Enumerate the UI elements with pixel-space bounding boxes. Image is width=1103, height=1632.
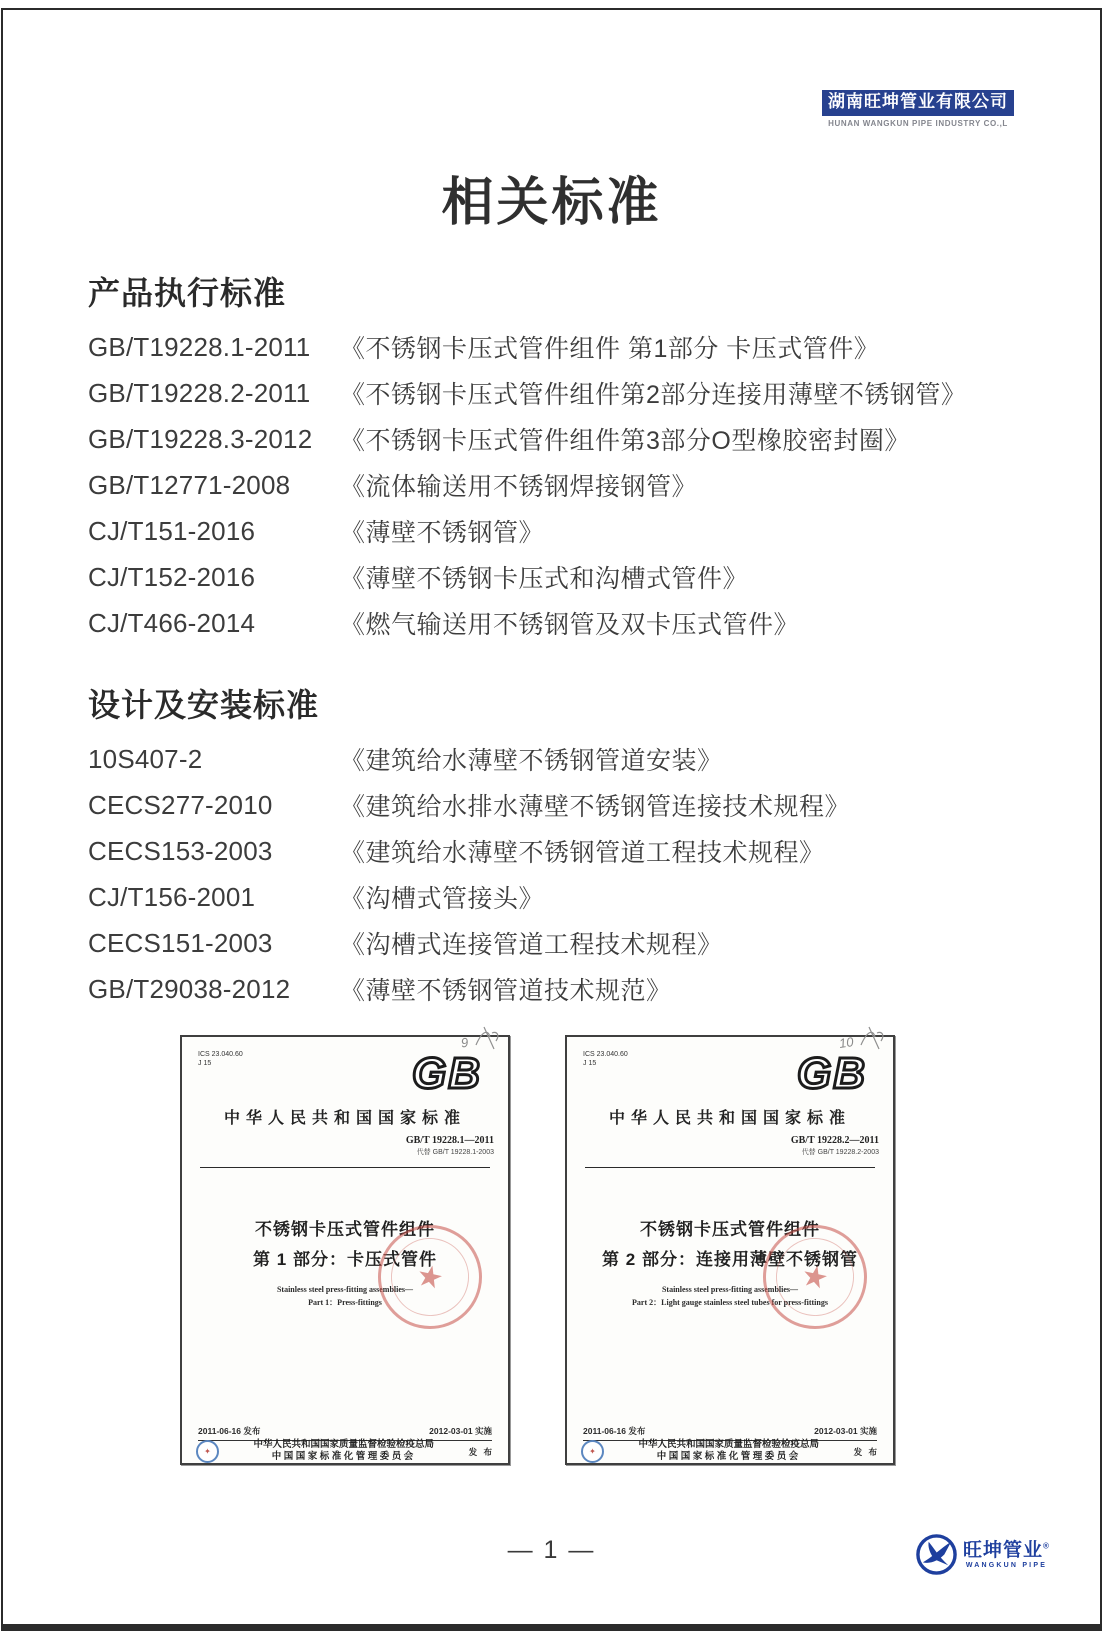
stamp-star-icon: ★ <box>798 1258 832 1296</box>
standard-code: GB/T19228.2-2011 <box>88 377 311 408</box>
cover-english-line2: Part 2：Light gauge stainless steel tubes for press-fittings <box>632 1298 828 1307</box>
cover-title-line2: 第 2 部分：连接用薄壁不锈钢管 <box>602 1250 858 1269</box>
national-standard-heading: 中华人民共和国国家标准 <box>608 1110 851 1127</box>
issuer-line1: 中华人民共和国国家质量监督检验检疫总局 <box>253 1440 435 1450</box>
standard-row <box>88 600 1028 646</box>
doc-class-code: J 15 <box>198 1060 212 1068</box>
standard-title: 《不锈钢卡压式管件组件第2部分连接用薄壁不锈钢管》 <box>340 381 967 409</box>
issuer-emblem-icon: ✦ <box>196 1440 219 1463</box>
standard-row <box>88 324 1028 370</box>
standard-code: CECS153-2003 <box>88 835 273 866</box>
publish-label: 发 布 <box>468 1446 494 1457</box>
standard-title: 《不锈钢卡压式管件组件 第1部分 卡压式管件》 <box>340 335 880 363</box>
standard-number-block <box>406 1135 494 1157</box>
standard-code: GB/T19228.3-2012 <box>88 423 313 454</box>
standard-row <box>88 370 1028 416</box>
stamp-star-icon: ★ <box>413 1258 447 1296</box>
doc-class-code: J 15 <box>583 1060 597 1068</box>
standards-list-area <box>88 268 1028 1012</box>
cover-english-line1: Stainless steel press-fitting assemblies— <box>661 1285 799 1294</box>
standard-title: 《建筑给水薄壁不锈钢管道安装》 <box>340 747 723 775</box>
section-heading-design-standards: 设计及安装标准 <box>88 687 320 723</box>
standard-number: GB/T 19228.1—2011 <box>405 1135 494 1146</box>
standard-code: CJ/T156-2001 <box>88 881 256 912</box>
standard-title: 《建筑给水排水薄壁不锈钢管连接技术规程》 <box>340 793 851 821</box>
standard-code: CECS277-2010 <box>88 789 273 820</box>
standard-title: 《薄壁不锈钢管道技术规范》 <box>340 977 672 1005</box>
page-title: 相关标准 <box>441 174 662 232</box>
red-stamp-inner-ring <box>769 1231 862 1324</box>
section-heading-product-standards: 产品执行标准 <box>88 275 287 311</box>
standard-code: CJ/T152-2016 <box>88 561 256 592</box>
wangkun-logo-chinese <box>963 1541 1050 1560</box>
cover-dates-row <box>583 1425 877 1441</box>
standard-number-block <box>791 1135 879 1157</box>
issuer-line2: 中国国家标准化管理委员会 <box>656 1451 801 1462</box>
standard-number: GB/T 19228.2—2011 <box>790 1135 879 1146</box>
cover-english-line1: Stainless steel press-fitting assemblies— <box>276 1285 414 1294</box>
company-name-banner: 湖南旺坤管业有限公司 <box>822 90 1014 116</box>
ics-code-block <box>198 1050 243 1069</box>
handwritten-number: 10 <box>837 1034 854 1051</box>
product-standards-rows <box>88 324 1028 646</box>
standard-row <box>88 920 1028 966</box>
wangkun-logo-english: WANGKUN PIPE <box>965 1561 1048 1569</box>
standard-cover-part1 <box>180 1035 510 1465</box>
standard-code: 10S407-2 <box>88 743 203 774</box>
standard-row <box>88 462 1028 508</box>
standard-row <box>88 508 1028 554</box>
company-header <box>822 90 1014 128</box>
standard-row <box>88 736 1028 782</box>
issue-date: 2011-06-16 发布 <box>583 1426 646 1436</box>
publish-label: 发 布 <box>853 1446 879 1457</box>
cover-divider-line <box>585 1167 875 1168</box>
cover-title-line1: 不锈钢卡压式管件组件 <box>640 1220 820 1239</box>
standard-row <box>88 828 1028 874</box>
cover-divider-line <box>200 1167 490 1168</box>
issuer-names <box>224 1440 464 1463</box>
ics-code: ICS 23.040.60 <box>583 1051 628 1058</box>
company-name-english: HUNAN WANGKUN PIPE INDUSTRY CO.,L <box>828 118 1008 128</box>
design-standards-rows <box>88 736 1028 1012</box>
cover-english-line2: Part 1：Press-fittings <box>308 1298 382 1307</box>
standard-title: 《燃气输送用不锈钢管及双卡压式管件》 <box>340 611 800 639</box>
cover-title-line2: 第 1 部分：卡压式管件 <box>253 1250 437 1269</box>
issue-date: 2011-06-16 发布 <box>198 1426 261 1436</box>
issuer-line1: 中华人民共和国国家质量监督检验检疫总局 <box>638 1440 820 1450</box>
cover-dates-row <box>198 1425 492 1441</box>
standard-title: 《流体输送用不锈钢焊接钢管》 <box>340 473 698 501</box>
standard-row <box>88 874 1028 920</box>
issuer-row <box>581 1440 879 1463</box>
issuer-row <box>196 1440 494 1463</box>
gb-logo: GB <box>797 1049 867 1098</box>
replaces-note: 代替 GB/T 19228.1-2003 <box>416 1149 494 1156</box>
standard-title: 《沟槽式管接头》 <box>340 885 545 913</box>
standard-title: 《薄壁不锈钢管》 <box>340 519 545 547</box>
issuer-names <box>609 1440 849 1463</box>
logo-cn-text: 旺坤管业 <box>963 1539 1044 1561</box>
issuer-emblem-icon: ✦ <box>581 1440 604 1463</box>
standard-code: CJ/T466-2014 <box>88 607 256 638</box>
ics-code: ICS 23.040.60 <box>198 1051 243 1058</box>
red-stamp-inner-ring <box>384 1231 477 1324</box>
standard-title: 《建筑给水薄壁不锈钢管道工程技术规程》 <box>340 839 825 867</box>
standard-title: 《薄壁不锈钢卡压式和沟槽式管件》 <box>340 565 749 593</box>
implementation-date: 2012-03-01 实施 <box>814 1426 877 1436</box>
cover-title-line1: 不锈钢卡压式管件组件 <box>255 1220 435 1239</box>
replaces-note: 代替 GB/T 19228.2-2003 <box>801 1149 879 1156</box>
gb-logo: GB <box>412 1049 482 1098</box>
standard-code: CJ/T151-2016 <box>88 515 256 546</box>
national-standard-heading: 中华人民共和国国家标准 <box>223 1110 466 1127</box>
standard-row <box>88 782 1028 828</box>
wangkun-emblem-icon <box>915 1533 958 1576</box>
standard-row <box>88 416 1028 462</box>
standard-title: 《沟槽式连接管道工程技术规程》 <box>340 931 723 959</box>
standard-code: GB/T12771-2008 <box>88 469 291 500</box>
ics-code-block <box>583 1050 628 1069</box>
standard-code: GB/T19228.1-2011 <box>88 331 311 362</box>
handwritten-number: 9 <box>459 1034 470 1051</box>
page-number: — 1 — <box>507 1536 596 1564</box>
wangkun-logo-text <box>963 1541 1050 1569</box>
standard-code: GB/T29038-2012 <box>88 973 291 1004</box>
standard-row <box>88 966 1028 1012</box>
implementation-date: 2012-03-01 实施 <box>429 1426 492 1436</box>
wangkun-footer-logo <box>915 1533 1050 1576</box>
standard-title: 《不锈钢卡压式管件组件第3部分O型橡胶密封圈》 <box>340 427 910 455</box>
issuer-line2: 中国国家标准化管理委员会 <box>271 1451 416 1462</box>
registered-mark: ® <box>1043 1541 1050 1551</box>
standard-cover-part2 <box>565 1035 895 1465</box>
standard-row <box>88 554 1028 600</box>
standard-code: CECS151-2003 <box>88 927 273 958</box>
